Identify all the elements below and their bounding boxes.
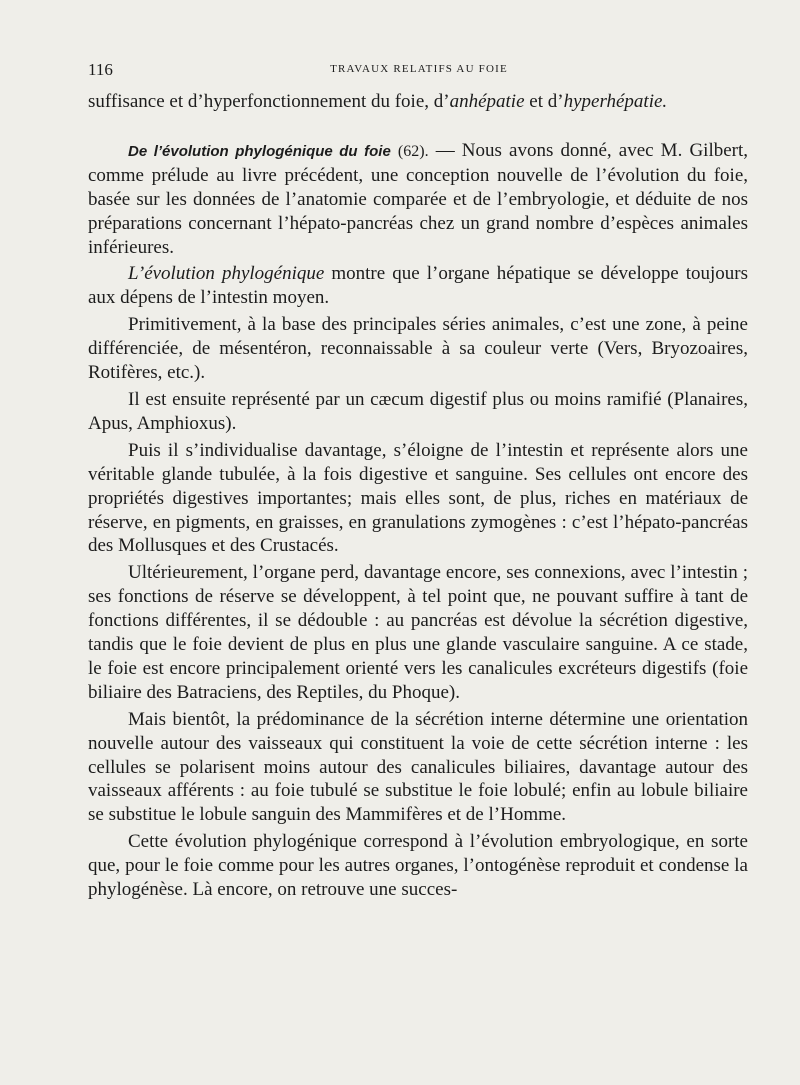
body-text	[88, 90, 748, 902]
page-number: 116	[88, 60, 113, 79]
paragraph: Il est ensuite représenté par un cæcum digestif plus ou moins ramifié (Planaires, Apus, Amphioxus).	[88, 388, 748, 434]
paragraph: Ultérieurement, l’organe perd, davantage encore, ses connexions, avec l’intestin ; ses fonctions de réserve se développent, à tel point que, ne pouvant suffire à tant de fonctions différentes, il se dédouble : au pancréas est dévolue la sécrétion digestive, tandis que le foie devient de plus en plus une glande vasculaire sanguine. A ce stade, le foie est encore principalement orienté vers les canalicules excréteurs digestifs (foie biliaire des Batraciens, des Reptiles, du Phoque).	[88, 562, 748, 703]
running-title: TRAVAUX RELATIFS AU FOIE	[330, 63, 508, 75]
text-run: suffisance et d’hyperfonctionnement du foie, d’	[88, 91, 450, 112]
paragraph	[88, 262, 748, 310]
text-run: et d’	[524, 91, 564, 112]
section-heading: De l’évolution phylogénique du foie	[128, 142, 391, 160]
paragraph: Mais bientôt, la prédominance de la sécrétion interne détermine une orientation nouvelle autour des vaisseaux qui constituent la voie de cette sécrétion interne : les cellules se polarisent moins autour des canalicules biliaires, davantage autour des vaisseaux afférents : au foie tubulé se substitue le foie lobulé; enfin au lobule biliaire se substitue le lobule sanguin des Mammifères et de l’Homme.	[88, 708, 748, 826]
text-run: montre que l’organe hépatique se développe toujours aux dépens de l’intestin moyen.	[88, 263, 748, 309]
page-header	[88, 60, 750, 82]
paragraph: Puis il s’individualise davantage, s’éloigne de l’intestin et représente alors une véritable glande tubulée, à la fois digestive et sanguine. Ses cellules ont encore des propriétés digestives importantes; mais elles sont, de plus, riches en matériaux de réserve, en pigments, en graisses, en granulations zymogènes : c’est l’hépato-pancréas des Mollusques et des Crustacés.	[88, 439, 748, 557]
italic-term: L’évolution phylogénique	[128, 263, 325, 285]
reference-number: (62).	[397, 142, 429, 160]
paragraph: Primitivement, à la base des principales séries animales, c’est une zone, à peine différenciée, de mésentéron, reconnaissable à sa couleur verte (Vers, Bryozoaires, Rotifères, etc.).	[88, 314, 748, 384]
paragraph: Cette évolution phylogénique correspond à l’évolution embryologique, en sorte que, pour le foie comme pour les autres organes, l’ontogénèse reproduit et condense la phylogénèse. Là encore, on retrouve une succes-	[88, 831, 748, 901]
paragraph-continuation	[88, 90, 748, 114]
section-paragraph	[88, 139, 748, 260]
text-run: — Nous avons donné, avec M. Gilbert, comme prélude au livre précédent, une conception nouvelle de l’évolution du foie, basée sur les données de l’anatomie comparée et de l’embryologie, et déduite de nos préparations concernant l’hépato-pancréas chez un grand nombre d’espèces animales inférieures.	[88, 139, 749, 258]
italic-term: anhépatie	[449, 91, 525, 112]
italic-term: hyperhépatie.	[563, 91, 668, 112]
